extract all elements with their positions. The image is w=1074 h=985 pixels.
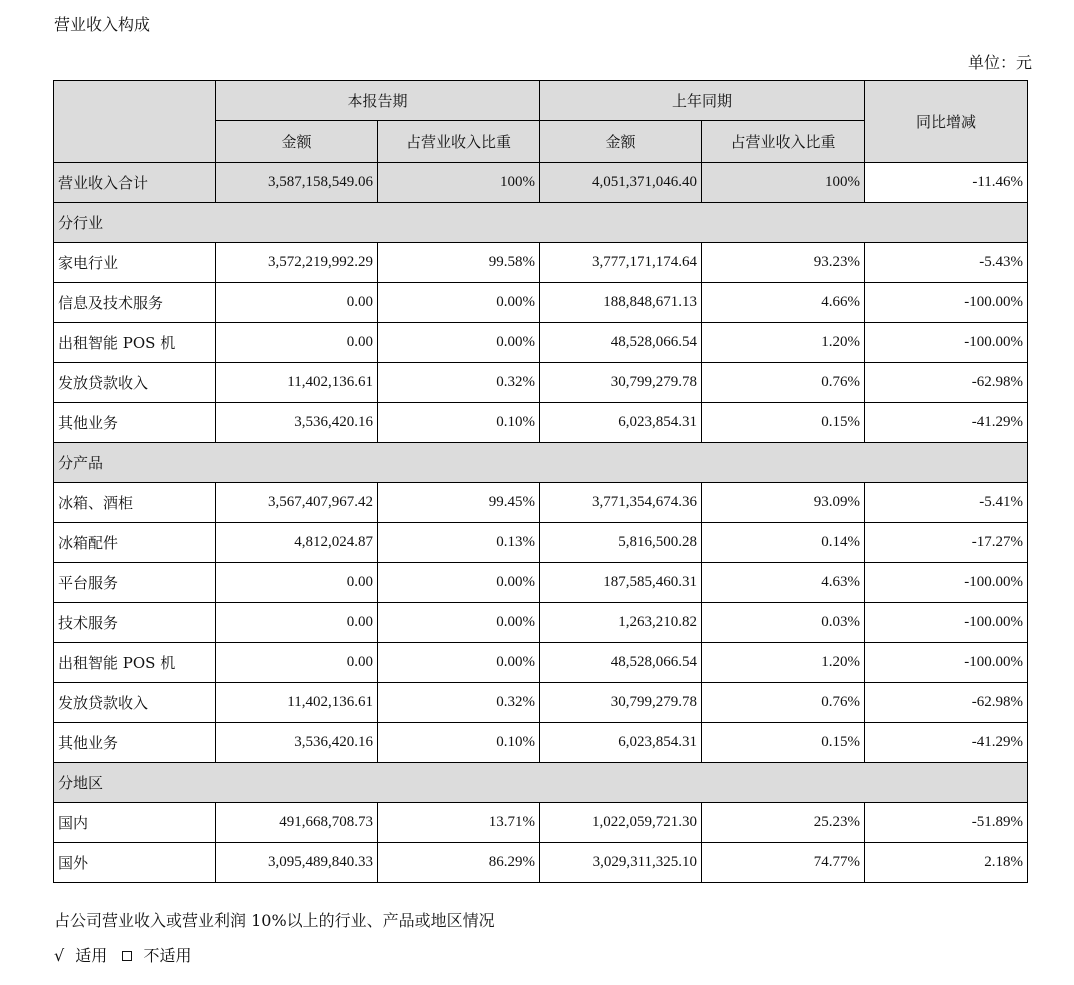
table-row	[54, 643, 1028, 683]
cell-current-amount: 3,567,407,967.42	[216, 483, 378, 523]
cell-prior-ratio: 100%	[702, 163, 865, 203]
table-row	[54, 243, 1028, 283]
revenue-composition-table	[53, 80, 1028, 883]
cell-current-ratio: 0.00%	[378, 283, 540, 323]
footnote: 占公司营业收入或营业利润 10%以上的行业、产品或地区情况	[54, 911, 495, 930]
table-row	[54, 803, 1028, 843]
cell-yoy: -41.29%	[865, 403, 1028, 443]
row-label: 平台服务	[54, 563, 216, 603]
table-row	[54, 723, 1028, 763]
header-current-ratio: 占营业收入比重	[378, 121, 540, 163]
cell-current-amount: 3,095,489,840.33	[216, 843, 378, 883]
cell-prior-ratio: 74.77%	[702, 843, 865, 883]
cell-current-amount: 11,402,136.61	[216, 363, 378, 403]
cell-yoy: -41.29%	[865, 723, 1028, 763]
header-yoy: 同比增减	[865, 81, 1028, 163]
table-row	[54, 283, 1028, 323]
cell-prior-amount: 187,585,460.31	[540, 563, 702, 603]
table-row	[54, 403, 1028, 443]
section-title: 分行业	[54, 203, 1028, 243]
cell-prior-amount: 30,799,279.78	[540, 363, 702, 403]
cell-current-ratio: 0.32%	[378, 363, 540, 403]
cell-yoy: -51.89%	[865, 803, 1028, 843]
cell-prior-ratio: 0.03%	[702, 603, 865, 643]
row-label: 冰箱配件	[54, 523, 216, 563]
row-label: 国内	[54, 803, 216, 843]
header-prior-amount: 金额	[540, 121, 702, 163]
table-row	[54, 363, 1028, 403]
table-row	[54, 683, 1028, 723]
cell-current-ratio: 99.45%	[378, 483, 540, 523]
cell-prior-ratio: 1.20%	[702, 643, 865, 683]
cell-current-amount: 3,536,420.16	[216, 723, 378, 763]
cell-yoy: 2.18%	[865, 843, 1028, 883]
cell-current-ratio: 0.00%	[378, 643, 540, 683]
check-mark-icon: √	[54, 946, 65, 965]
row-label: 技术服务	[54, 603, 216, 643]
header-current-period: 本报告期	[216, 81, 540, 121]
cell-current-ratio: 0.00%	[378, 563, 540, 603]
cell-yoy: -17.27%	[865, 523, 1028, 563]
cell-yoy: -11.46%	[865, 163, 1028, 203]
cell-yoy: -100.00%	[865, 643, 1028, 683]
cell-current-amount: 0.00	[216, 563, 378, 603]
cell-prior-amount: 188,848,671.13	[540, 283, 702, 323]
cell-current-amount: 491,668,708.73	[216, 803, 378, 843]
cell-yoy: -100.00%	[865, 283, 1028, 323]
cell-prior-amount: 6,023,854.31	[540, 403, 702, 443]
cell-prior-amount: 48,528,066.54	[540, 643, 702, 683]
cell-current-ratio: 99.58%	[378, 243, 540, 283]
cell-current-ratio: 13.71%	[378, 803, 540, 843]
not-applicable-label: 不适用	[143, 946, 192, 965]
header-prior-ratio: 占营业收入比重	[702, 121, 865, 163]
cell-current-amount: 3,587,158,549.06	[216, 163, 378, 203]
cell-current-ratio: 0.10%	[378, 403, 540, 443]
section-title: 分产品	[54, 443, 1028, 483]
cell-prior-ratio: 0.76%	[702, 363, 865, 403]
unit-label: 单位：元	[967, 53, 1032, 72]
cell-current-ratio: 86.29%	[378, 843, 540, 883]
cell-prior-amount: 1,263,210.82	[540, 603, 702, 643]
table-row	[54, 603, 1028, 643]
row-label: 信息及技术服务	[54, 283, 216, 323]
cell-prior-amount: 4,051,371,046.40	[540, 163, 702, 203]
row-label: 出租智能 POS 机	[54, 323, 216, 363]
row-label: 冰箱、酒柜	[54, 483, 216, 523]
cell-current-ratio: 0.00%	[378, 603, 540, 643]
cell-current-ratio: 0.32%	[378, 683, 540, 723]
cell-prior-amount: 1,022,059,721.30	[540, 803, 702, 843]
cell-current-ratio: 0.00%	[378, 323, 540, 363]
cell-current-ratio: 0.10%	[378, 723, 540, 763]
cell-yoy: -100.00%	[865, 563, 1028, 603]
section-header-row	[54, 203, 1028, 243]
cell-current-amount: 3,572,219,992.29	[216, 243, 378, 283]
table-row	[54, 843, 1028, 883]
table-row	[54, 483, 1028, 523]
cell-yoy: -100.00%	[865, 323, 1028, 363]
table-row	[54, 323, 1028, 363]
cell-current-amount: 4,812,024.87	[216, 523, 378, 563]
cell-current-ratio: 100%	[378, 163, 540, 203]
cell-prior-ratio: 0.76%	[702, 683, 865, 723]
cell-current-amount: 11,402,136.61	[216, 683, 378, 723]
cell-prior-ratio: 25.23%	[702, 803, 865, 843]
cell-yoy: -62.98%	[865, 363, 1028, 403]
cell-prior-amount: 3,029,311,325.10	[540, 843, 702, 883]
cell-prior-amount: 3,771,354,674.36	[540, 483, 702, 523]
header-prior-period: 上年同期	[540, 81, 865, 121]
cell-current-amount: 0.00	[216, 323, 378, 363]
table-row	[54, 523, 1028, 563]
section-title: 分地区	[54, 763, 1028, 803]
row-label: 营业收入合计	[54, 163, 216, 203]
cell-current-amount: 3,536,420.16	[216, 403, 378, 443]
cell-current-ratio: 0.13%	[378, 523, 540, 563]
applicability-line	[54, 943, 192, 966]
page-title: 营业收入构成	[54, 15, 151, 34]
header-blank-cell	[54, 81, 216, 163]
row-label: 国外	[54, 843, 216, 883]
table-row	[54, 563, 1028, 603]
cell-prior-amount: 30,799,279.78	[540, 683, 702, 723]
total-row	[54, 163, 1028, 203]
row-label: 家电行业	[54, 243, 216, 283]
header-current-amount: 金额	[216, 121, 378, 163]
row-label: 出租智能 POS 机	[54, 643, 216, 683]
cell-prior-amount: 3,777,171,174.64	[540, 243, 702, 283]
cell-prior-ratio: 0.14%	[702, 523, 865, 563]
cell-current-amount: 0.00	[216, 603, 378, 643]
cell-yoy: -5.43%	[865, 243, 1028, 283]
cell-current-amount: 0.00	[216, 643, 378, 683]
applicable-label: 适用	[75, 946, 108, 965]
row-label: 其他业务	[54, 403, 216, 443]
cell-prior-ratio: 4.66%	[702, 283, 865, 323]
cell-yoy: -5.41%	[865, 483, 1028, 523]
row-label: 发放贷款收入	[54, 363, 216, 403]
cell-prior-amount: 5,816,500.28	[540, 523, 702, 563]
cell-current-amount: 0.00	[216, 283, 378, 323]
section-header-row	[54, 763, 1028, 803]
cell-prior-ratio: 4.63%	[702, 563, 865, 603]
cell-yoy: -100.00%	[865, 603, 1028, 643]
cell-yoy: -62.98%	[865, 683, 1028, 723]
cell-prior-ratio: 0.15%	[702, 723, 865, 763]
cell-prior-amount: 48,528,066.54	[540, 323, 702, 363]
checkbox-icon	[122, 951, 132, 961]
cell-prior-ratio: 93.09%	[702, 483, 865, 523]
row-label: 发放贷款收入	[54, 683, 216, 723]
cell-prior-amount: 6,023,854.31	[540, 723, 702, 763]
section-header-row	[54, 443, 1028, 483]
cell-prior-ratio: 93.23%	[702, 243, 865, 283]
cell-prior-ratio: 1.20%	[702, 323, 865, 363]
row-label: 其他业务	[54, 723, 216, 763]
cell-prior-ratio: 0.15%	[702, 403, 865, 443]
